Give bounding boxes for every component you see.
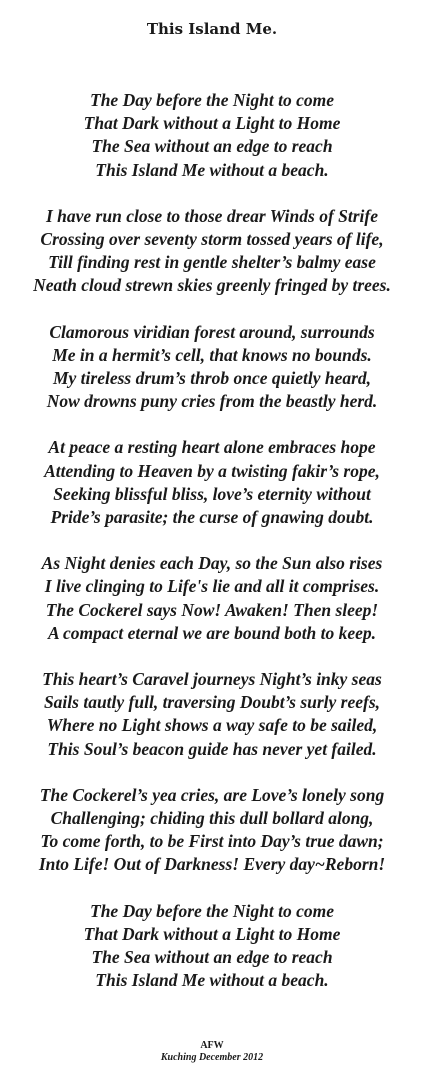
poem-line: I live clinging to Life's lie and all it comprises. [44, 576, 380, 597]
poem-line: This Island Me without a beach. [95, 159, 329, 180]
poem-body [0, 89, 424, 1016]
poem-line: This Island Me without a beach. [95, 970, 329, 991]
poem-line: Crossing over seventy storm tossed years of life, [40, 229, 384, 250]
stanza-6 [0, 668, 424, 761]
stanza-5 [0, 552, 424, 645]
poem-line: As Night denies each Day, so the Sun also rises [41, 553, 383, 574]
poem-line: Sails tautly full, traversing Doubt’s surly reefs, [43, 692, 381, 713]
poem-line: I have run close to those drear Winds of Strife [45, 205, 379, 226]
poem-line: The Cockerel says Now! Awaken! Then sleep! [45, 599, 379, 620]
poem-line: That Dark without a Light to Home [83, 113, 341, 134]
poem-line: The Sea without an edge to reach [91, 136, 333, 157]
poem-line: My tireless drum’s throb once quietly heard, [52, 368, 372, 389]
stanza-3 [0, 321, 424, 414]
poem-line: Till finding rest in gentle shelter’s balmy ease [48, 252, 376, 273]
place-date: Kuching December 2012 [160, 1052, 264, 1063]
stanza-1 [0, 89, 424, 182]
poem-line: That Dark without a Light to Home [83, 923, 341, 944]
poem-line: To come forth, to be First into Day’s true dawn; [40, 831, 384, 852]
poem-line: Challenging; chiding this dull bollard along, [50, 808, 374, 829]
poem-line: Now drowns puny cries from the beastly herd. [46, 391, 378, 412]
signature-block [0, 1040, 424, 1064]
poem-title: This Island Me. [146, 20, 278, 38]
author-initials: AFW [200, 1040, 224, 1051]
poem-line: Clamorous viridian forest around, surrounds [49, 321, 375, 342]
stanza-8 [0, 900, 424, 993]
poem-line: A compact eternal we are bound both to keep. [47, 622, 377, 643]
poem-line: Me in a hermit’s cell, that knows no bounds. [52, 344, 372, 365]
poem-line: At peace a resting heart alone embraces hope [48, 437, 376, 458]
poem-line: The Cockerel’s yea cries, are Love’s lonely song [39, 784, 385, 805]
poem-line: The Day before the Night to come [90, 90, 334, 110]
stanza-2 [0, 205, 424, 298]
poem-line: Into Life! Out of Darkness! Every day~Reborn! [38, 854, 386, 875]
poem-line: Attending to Heaven by a twisting fakir’s rope, [44, 460, 380, 481]
stanza-7 [0, 784, 424, 877]
poem-line: Neath cloud strewn skies greenly fringed by trees. [33, 275, 391, 296]
poem-line: The Day before the Night to come [90, 900, 334, 921]
poem-line: This Soul’s beacon guide has never yet failed. [47, 738, 377, 759]
poem-line: The Sea without an edge to reach [91, 947, 333, 968]
stanza-4 [0, 436, 424, 529]
poem-line: Where no Light shows a way safe to be sailed, [46, 715, 378, 736]
poem-line: This heart’s Caravel journeys Night’s inky seas [42, 669, 382, 690]
poem-line: Pride’s parasite; the curse of gnawing doubt. [50, 507, 374, 528]
poem-line: Seeking blissful bliss, love’s eternity without [53, 483, 371, 504]
